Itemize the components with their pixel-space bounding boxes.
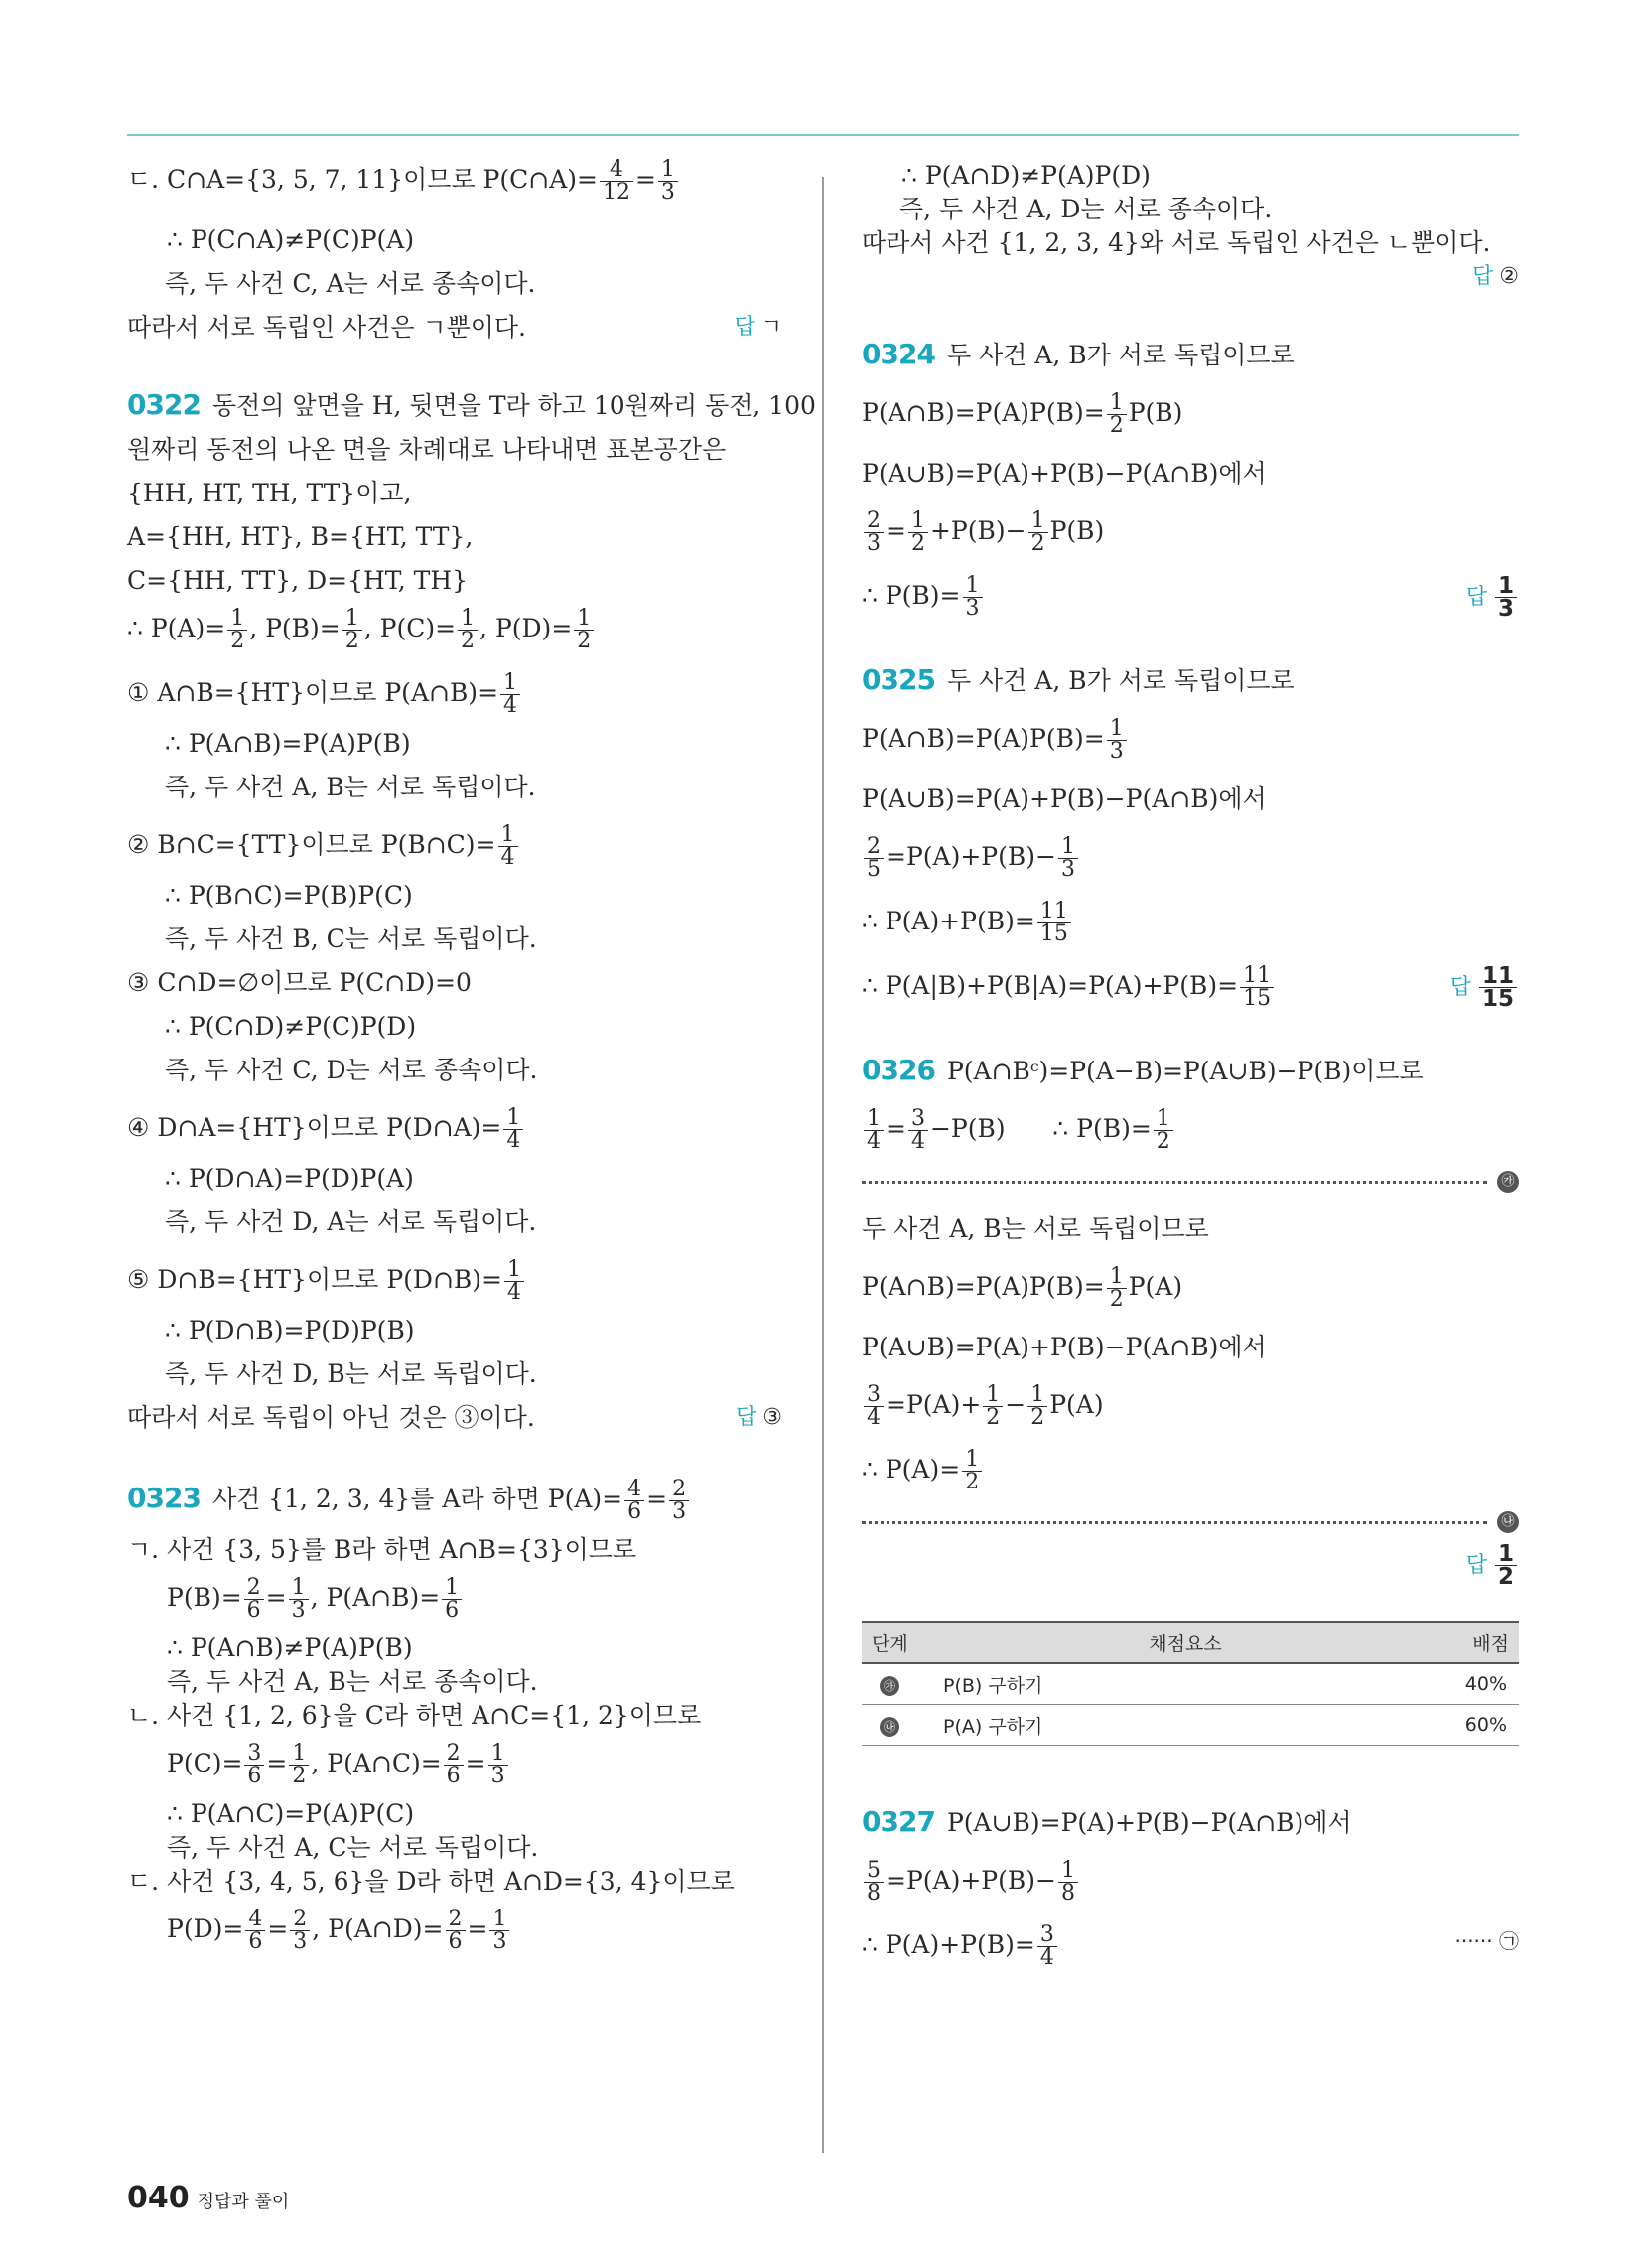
choice-1-line: ① A∩B={HT}이므로 P(A∩B)= $\frac{1}{4}$	[127, 672, 782, 717]
problem-0323-line: P(B)= $\frac{2}{6}$ = $\frac{1}{3}$ , P(A∩B)= $\frac{1}{6}$	[127, 1577, 782, 1622]
problem-0324-line: $\frac{2}{3}$ = $\frac{1}{2}$ +P(B)− $\frac{1}{2}$ P(B)	[862, 510, 1519, 555]
problem-number: 0327	[862, 1805, 935, 1838]
problem-0326-line: ∴ P(A)= $\frac{1}{2}$	[862, 1449, 1519, 1493]
intro-line-2: ∴ P(C∩A)≠P(C)P(A)	[167, 225, 415, 254]
table-row	[862, 1663, 1519, 1705]
choice-2-line: ② B∩C={TT}이므로 P(B∩C)= $\frac{1}{4}$	[127, 824, 782, 869]
step-marker: ㉮	[1497, 1171, 1519, 1193]
problem-number: 0324	[862, 338, 935, 370]
choice-3-line: ③ C∩D=∅이므로 P(C∩D)=0	[127, 968, 472, 997]
answer: 답 ②	[1472, 264, 1519, 289]
problem-0326-line: P(A∪B)=P(A)+P(B)−P(A∩B)에서	[862, 1333, 1267, 1361]
choice-5-line: 즉, 두 사건 D, B는 서로 독립이다.	[165, 1359, 537, 1388]
choice-5-line: ⑤ D∩B={HT}이므로 P(D∩B)= $\frac{1}{4}$	[127, 1259, 782, 1304]
page-number: 040	[127, 2181, 190, 2215]
problem-0325-line: P(A∩B)=P(A)P(B)= $\frac{1}{3}$	[862, 718, 1519, 763]
problem-0322-title: 0322 동전의 앞면을 H, 뒷면을 T라 하고 10원짜리 동전, 100	[127, 388, 816, 421]
problem-0325-line: P(A∪B)=P(A)+P(B)−P(A∩B)에서	[862, 784, 1267, 813]
answer: 답 $\frac{11}{15}$	[1450, 965, 1519, 1010]
left-column	[127, 157, 816, 1954]
intro-line-1: ㄷ. C∩A={3, 5, 7, 11}이므로 P(C∩A)= $\frac{4}{12}$ = $\frac{1}{3}$	[127, 159, 782, 204]
grading-score: 60%	[1429, 1705, 1519, 1746]
cont-line: 따라서 사건 {1, 2, 3, 4}와 서로 독립인 사건은 ㄴ뿐이다.	[862, 228, 1491, 257]
page-footer	[127, 2181, 289, 2215]
problem-0323-line: P(C)= $\frac{3}{6}$ = $\frac{1}{2}$ , P(A∩C)= $\frac{2}{6}$ = $\frac{1}{3}$	[127, 1743, 782, 1787]
problem-0322-line: {HH, HT, TH, TT}이고,	[127, 479, 412, 507]
cont-answer-row	[862, 260, 1519, 294]
problem-0326-line: $\frac{1}{4}$ = $\frac{3}{4}$ −P(B) ∴ P(B)= $\frac{1}{2}$	[862, 1108, 1519, 1153]
problem-number: 0326	[862, 1054, 935, 1086]
problem-0327-title: 0327 P(A∪B)=P(A)+P(B)−P(A∩B)에서	[862, 1805, 1352, 1838]
step-marker: ㉮	[880, 1676, 899, 1696]
problem-0325-title: 0325 두 사건 A, B가 서로 독립이므로	[862, 663, 1295, 696]
grading-item: P(B) 구하기	[942, 1663, 1429, 1705]
problem-0325-line: $\frac{2}{5}$ =P(A)+P(B)− $\frac{1}{3}$	[862, 836, 1519, 881]
table-row	[862, 1705, 1519, 1746]
problem-0323-line: ㄱ. 사건 {3, 5}를 B라 하면 A∩B={3}이므로	[127, 1535, 637, 1564]
choice-4-line: 즉, 두 사건 D, A는 서로 독립이다.	[165, 1207, 537, 1236]
choice-3-line: 즉, 두 사건 C, D는 서로 종속이다.	[165, 1056, 538, 1084]
problem-0323-line: ㄴ. 사건 {1, 2, 6}을 C라 하면 A∩C={1, 2}이므로	[127, 1701, 702, 1730]
problem-number: 0322	[127, 388, 201, 421]
problem-0325-line: ∴ P(A|B)+P(B|A)=P(A)+P(B)= $\frac{11}{15}$ 답 $\frac{11}{15}$	[862, 965, 1519, 1010]
problem-0323-line: ∴ P(A∩B)≠P(A)P(B)	[167, 1633, 413, 1662]
problem-0322-conclusion: 따라서 서로 독립이 아닌 것은 ③이다. 답 ③	[127, 1401, 782, 1435]
grading-table-header	[862, 1622, 1519, 1663]
choice-5-line: ∴ P(D∩B)=P(D)P(B)	[165, 1316, 415, 1345]
problem-0326-title: 0326 P(A∩Bᶜ)=P(A−B)=P(A∪B)−P(B)이므로	[862, 1054, 1424, 1086]
problem-0324-line: ∴ P(B)= $\frac{1}{3}$ 답 $\frac{1}{3}$	[862, 575, 1519, 620]
column-header: 배점	[1429, 1622, 1519, 1663]
problem-0327-line: $\frac{5}{8}$ =P(A)+P(B)− $\frac{1}{8}$	[862, 1860, 1519, 1905]
problem-0322-line: A={HH, HT}, B={HT, TT},	[127, 522, 474, 551]
problem-0323-line: 즉, 두 사건 A, B는 서로 종속이다.	[167, 1667, 538, 1696]
grading-table	[862, 1621, 1519, 1746]
answer: 답 ㄱ	[734, 315, 782, 340]
problem-0325-line: ∴ P(A)+P(B)= $\frac{11}{15}$	[862, 901, 1519, 945]
choice-2-line: ∴ P(B∩C)=P(B)P(C)	[165, 881, 413, 910]
problem-0326-answer-row	[862, 1543, 1519, 1595]
column-header: 채점요소	[942, 1622, 1429, 1663]
answer: 답 $\frac{1}{3}$	[1466, 575, 1519, 620]
choice-3-line: ∴ P(C∩D)≠P(C)P(D)	[165, 1012, 417, 1041]
step-marker: ㉯	[1497, 1511, 1519, 1533]
problem-0324-line: P(A∩B)=P(A)P(B)= $\frac{1}{2}$ P(B)	[862, 390, 1183, 438]
step-marker: ㉯	[880, 1717, 899, 1737]
step-divider-b	[862, 1511, 1519, 1533]
intro-line-4: 따라서 서로 독립인 사건은 ㄱ뿐이다. 답 ㄱ	[127, 311, 782, 345]
step-divider-a	[862, 1171, 1519, 1193]
problem-0327-line: ∴ P(A)+P(B)= $\frac{3}{4}$ ······ ㉠	[862, 1922, 1519, 1970]
problem-number: 0325	[862, 663, 935, 696]
column-header: 단계	[862, 1622, 942, 1663]
problem-number: 0323	[127, 1482, 201, 1514]
problem-0323-line: 즉, 두 사건 A, C는 서로 독립이다.	[167, 1833, 539, 1862]
grading-item: P(A) 구하기	[942, 1705, 1429, 1746]
header-rule	[127, 134, 1519, 136]
grading-score: 40%	[1429, 1663, 1519, 1705]
equation-tag: ······ ㉠	[1454, 1929, 1519, 1953]
problem-0323-line: ㄷ. 사건 {3, 4, 5, 6}을 D라 하면 A∩D={3, 4}이므로	[127, 1867, 735, 1896]
problem-0324-line: P(A∪B)=P(A)+P(B)−P(A∩B)에서	[862, 459, 1267, 488]
problem-0323-title: 0323 사건 {1, 2, 3, 4}를 A라 하면 P(A)= $\frac{4}{6}$ = $\frac{2}{3}$	[127, 1479, 782, 1523]
footer-label: 정답과 풀이	[197, 2192, 290, 2212]
problem-0323-line: ∴ P(A∩C)=P(A)P(C)	[167, 1799, 415, 1828]
choice-2-line: 즉, 두 사건 B, C는 서로 독립이다.	[165, 924, 537, 953]
choice-4-line: ④ D∩A={HT}이므로 P(D∩A)= $\frac{1}{4}$	[127, 1107, 782, 1152]
problem-0326-line: $\frac{3}{4}$ =P(A)+ $\frac{1}{2}$ − $\frac{1}{2}$ P(A)	[862, 1384, 1519, 1429]
problem-0322-line: 원짜리 동전의 나온 면을 차례대로 나타내면 표본공간은	[127, 435, 727, 464]
cont-line: ∴ P(A∩D)≠P(A)P(D)	[901, 161, 1151, 190]
problem-0323-line: P(D)= $\frac{4}{6}$ = $\frac{2}{3}$ , P(A∩D)= $\frac{2}{6}$ = $\frac{1}{3}$	[127, 1909, 782, 1953]
problem-0326-line: 두 사건 A, B는 서로 독립이므로	[862, 1214, 1209, 1243]
choice-1-line: ∴ P(A∩B)=P(A)P(B)	[165, 729, 411, 758]
column-divider	[822, 177, 824, 2153]
problem-0326-line: P(A∩B)=P(A)P(B)= $\frac{1}{2}$ P(A)	[862, 1264, 1183, 1312]
answer: 답 $\frac{1}{2}$	[1466, 1543, 1519, 1588]
intro-line-3: 즉, 두 사건 C, A는 서로 종속이다.	[165, 269, 536, 298]
choice-1-line: 즉, 두 사건 A, B는 서로 독립이다.	[165, 773, 536, 801]
cont-line: 즉, 두 사건 A, D는 서로 종속이다.	[899, 195, 1273, 223]
fraction: $\frac{4}{12}$	[600, 159, 633, 204]
choice-4-line: ∴ P(D∩A)=P(D)P(A)	[165, 1164, 414, 1193]
problem-0324-title: 0324 두 사건 A, B가 서로 독립이므로	[862, 338, 1295, 370]
problem-0322-line: C={HH, TT}, D={HT, TH}	[127, 566, 469, 595]
problem-0322-probs: ∴ P(A)= $\frac{1}{2}$ , P(B)= $\frac{1}{2}$ , P(C)= $\frac{1}{2}$ , P(D)= $\frac{1}{2}$	[127, 608, 782, 652]
fraction: $\frac{1}{3}$	[658, 159, 678, 204]
answer: 답 ③	[736, 1405, 782, 1430]
right-column	[862, 159, 1519, 1969]
